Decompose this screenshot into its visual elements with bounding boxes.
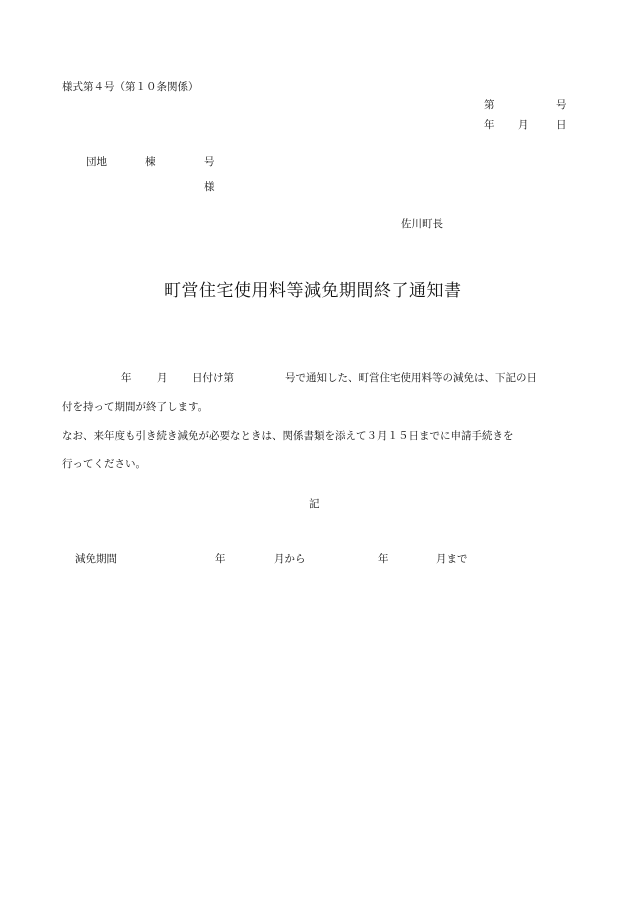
form-number-label: 様式第４号（第１０条関係） [62,81,199,93]
recipient-building: 棟 [145,156,156,168]
period-label: 減免期間 [75,553,117,565]
recipient-unit: 号 [204,156,215,168]
issue-number-suffix: 号 [556,99,567,111]
issue-number-prefix: 第 [484,99,495,111]
body-paragraph2-line2: 行ってください。 [62,458,146,470]
body-ref-day-number: 日付け第 [192,372,234,384]
period-to-month: 月まで [436,553,468,565]
issue-date-day: 日 [556,119,567,131]
period-from-month: 月から [274,553,306,565]
document-title: 町営住宅使用料等減免期間終了通知書 [164,281,462,301]
body-paragraph2-line1: なお、来年度も引き続き減免が必要なときは、関係書類を添えて３月１５日までに申請手続きを [62,430,514,442]
body-ref-month: 月 [157,372,168,384]
period-to-year: 年 [378,553,389,565]
recipient-estate: 団地 [86,156,107,168]
body-paragraph1-line2: 付を持って期間が終了します。 [62,401,209,413]
issue-date-year: 年 [484,119,495,131]
body-ref-year: 年 [121,372,132,384]
recipient-honorific: 様 [204,181,215,193]
body-ref-rest: 号で通知した、町営住宅使用料等の減免は、下記の日 [285,372,537,384]
issue-date-month: 月 [518,119,529,131]
period-from-year: 年 [215,553,226,565]
sender-name: 佐川町長 [401,218,443,230]
ki-heading: 記 [309,498,320,510]
